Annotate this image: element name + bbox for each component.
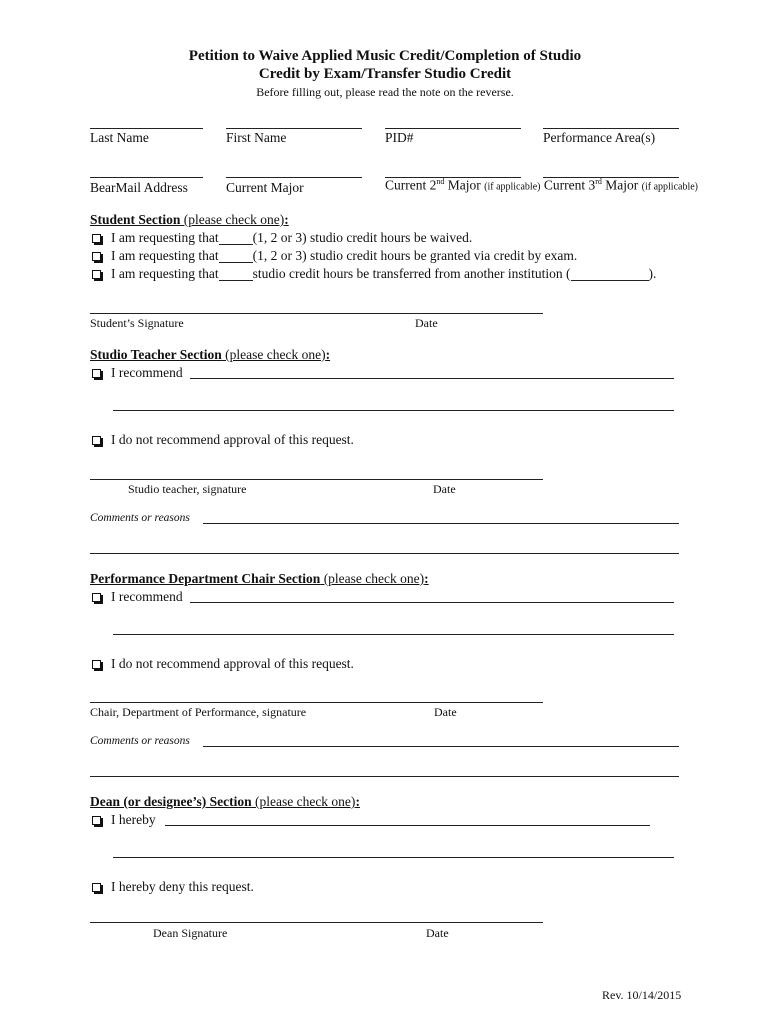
- performance-area-label: Performance Area(s): [543, 130, 656, 145]
- teacher-date-label: Date: [433, 482, 456, 496]
- current-major-line[interactable]: [226, 177, 362, 178]
- checkbox-icon[interactable]: [92, 593, 101, 602]
- last-name-line[interactable]: [90, 128, 203, 129]
- student-option-waive[interactable]: I am requesting that (1, 2 or 3) studio credit hours be waived.: [92, 230, 472, 246]
- first-name-line[interactable]: [226, 128, 362, 129]
- chair-comments-line-2[interactable]: [90, 776, 679, 777]
- dean-signature-line[interactable]: [90, 922, 543, 923]
- student-option-transfer[interactable]: I am requesting that studio credit hours be transferred from another institution ( ).: [92, 266, 656, 282]
- chair-section-heading: Performance Department Chair Section (please check one):: [90, 571, 429, 586]
- checkbox-icon[interactable]: [92, 883, 101, 892]
- student-signature-line[interactable]: [90, 313, 543, 314]
- first-name-label: First Name: [226, 130, 287, 145]
- form-title-line2: Credit by Exam/Transfer Studio Credit: [258, 66, 512, 82]
- dean-hereby-line-2[interactable]: [113, 857, 674, 858]
- performance-area-line[interactable]: [543, 128, 679, 129]
- dean-hereby-line[interactable]: [165, 825, 650, 826]
- checkbox-icon[interactable]: [92, 252, 101, 261]
- teacher-comments-line[interactable]: [203, 523, 679, 524]
- teacher-recommend-line[interactable]: [190, 378, 674, 379]
- student-date-label: Date: [415, 316, 438, 330]
- checkbox-icon[interactable]: [92, 660, 101, 669]
- chair-date-label: Date: [434, 705, 457, 719]
- dean-signature-label: Dean Signature: [153, 926, 228, 940]
- chair-comments-label: Comments or reasons: [90, 735, 190, 747]
- student-signature-label: Student’s Signature: [90, 316, 184, 330]
- checkbox-icon[interactable]: [92, 270, 101, 279]
- dean-date-label: Date: [426, 926, 449, 940]
- checkbox-icon[interactable]: [92, 234, 101, 243]
- pid-line[interactable]: [385, 128, 521, 129]
- waive-hours-blank[interactable]: [219, 232, 253, 245]
- chair-recommend-line-2[interactable]: [113, 634, 674, 635]
- checkbox-icon[interactable]: [92, 816, 101, 825]
- last-name-label: Last Name: [90, 130, 149, 145]
- checkbox-icon[interactable]: [92, 369, 101, 378]
- chair-signature-label: Chair, Department of Performance, signature: [90, 705, 307, 719]
- student-option-exam[interactable]: I am requesting that (1, 2 or 3) studio credit hours be granted via credit by exam.: [92, 248, 577, 264]
- institution-blank[interactable]: [571, 268, 649, 281]
- teacher-recommend-line-2[interactable]: [113, 410, 674, 411]
- current-major2-3-label: Current 2nd Major (if applicable) Current 3rd Major (if applicable): [385, 177, 699, 193]
- chair-comments-line[interactable]: [203, 746, 679, 747]
- current-major-label: Current Major: [226, 180, 304, 195]
- dean-deny-option[interactable]: I hereby deny this request.: [92, 879, 254, 895]
- bearmail-label: BearMail Address: [90, 180, 188, 195]
- teacher-not-recommend-option[interactable]: I do not recommend approval of this request.: [92, 432, 354, 448]
- chair-not-recommend-option[interactable]: I do not recommend approval of this request.: [92, 656, 354, 672]
- teacher-comments-line-2[interactable]: [90, 553, 679, 554]
- checkbox-icon[interactable]: [92, 436, 101, 445]
- student-section-heading: Student Section (please check one):: [90, 212, 289, 227]
- bearmail-line[interactable]: [90, 177, 203, 178]
- chair-recommend-option[interactable]: I recommend: [92, 589, 183, 605]
- teacher-recommend-option[interactable]: I recommend: [92, 365, 183, 381]
- chair-signature-line[interactable]: [90, 702, 543, 703]
- exam-hours-blank[interactable]: [219, 250, 253, 263]
- dean-section-heading: Dean (or designee’s) Section (please check one):: [90, 794, 360, 809]
- teacher-signature-line[interactable]: [90, 479, 543, 480]
- dean-hereby-option[interactable]: I hereby: [92, 812, 156, 828]
- teacher-comments-label: Comments or reasons: [90, 512, 190, 524]
- teacher-signature-label: Studio teacher, signature: [128, 482, 247, 496]
- pid-label: PID#: [385, 130, 414, 145]
- form-subtitle: Before filling out, please read the note on the reverse.: [256, 85, 514, 99]
- teacher-section-heading: Studio Teacher Section (please check one):: [90, 347, 331, 362]
- chair-recommend-line[interactable]: [190, 602, 674, 603]
- transfer-hours-blank[interactable]: [219, 268, 253, 281]
- revision-date: Rev. 10/14/2015: [602, 988, 682, 1002]
- form-title-line1: Petition to Waive Applied Music Credit/Completion of Studio: [188, 48, 582, 64]
